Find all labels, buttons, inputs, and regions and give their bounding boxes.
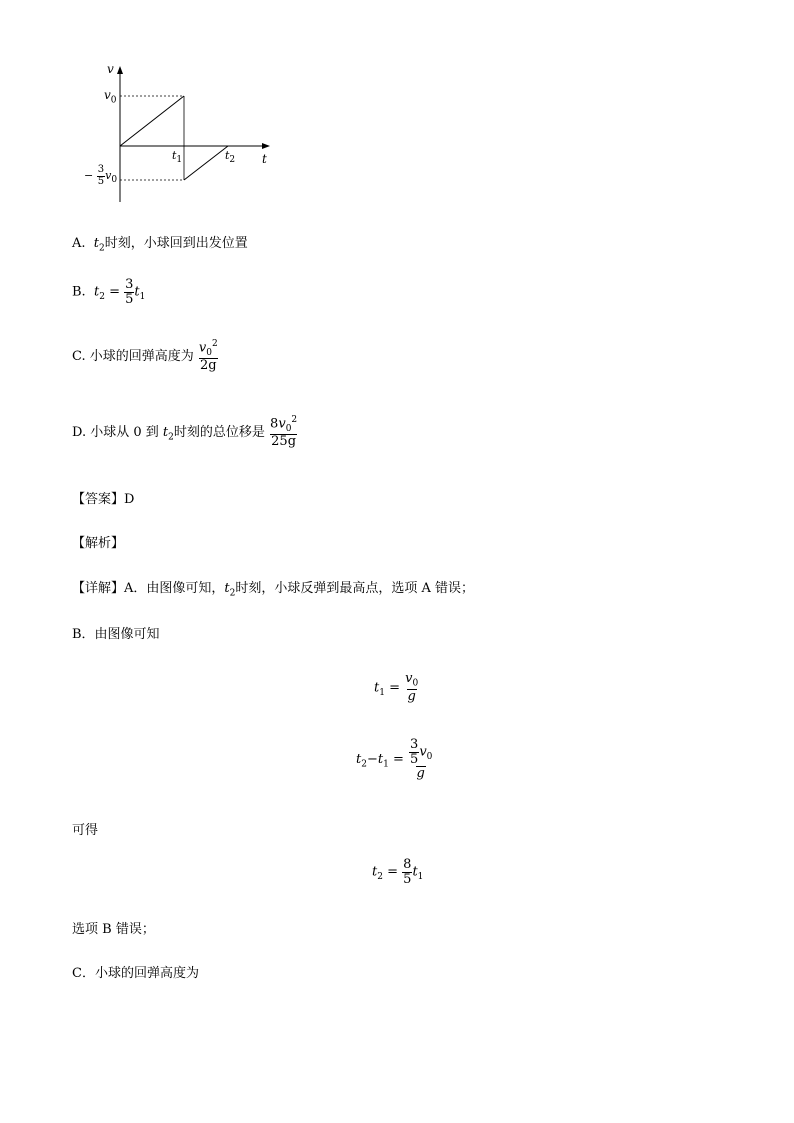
option-c: C. 小球的回弹高度为 $\frac{v_0^2}{2g}$ xyxy=(72,339,218,374)
analysis-line xyxy=(72,532,124,551)
v-axis-label: v xyxy=(107,62,114,76)
equation-3: $t_2$ = $\frac{8}{5}$ $t_1$ xyxy=(372,857,424,887)
detail-line-1: 【详解】A．由图像可知，$t_2$时刻，小球反弹到最高点，选项 A 错误； xyxy=(72,581,475,599)
v0-label: $v_0$ xyxy=(104,88,117,106)
t-axis-arrow xyxy=(262,143,270,149)
kede-line: 可得 xyxy=(72,823,99,838)
v-axis-arrow xyxy=(117,66,123,74)
equation-1: $t_1$ = $\frac{v_0}{g}$ xyxy=(374,671,419,705)
answer-line xyxy=(72,488,134,507)
rising-segment xyxy=(120,96,184,146)
option-a: A. $t_2$时刻，小球回到出发位置 xyxy=(72,236,248,254)
answer-value: D xyxy=(124,492,135,507)
b-wrong-line: 选项 B 错误； xyxy=(72,922,155,937)
option-b: B. $t_2$ = $\frac{3}{5}$ $t_1$ xyxy=(72,277,146,307)
c-line: C．小球的回弹高度为 xyxy=(72,966,199,981)
t-axis-label: t xyxy=(262,152,267,166)
neg-v0-label: − $\frac{3}{5}$ $v_0$ xyxy=(84,164,118,187)
detail-line-2: B．由图像可知 xyxy=(72,627,160,642)
t2-label: $t_2$ xyxy=(225,149,236,166)
equation-2: $t_2-t_1$ = $\frac{3}{5}$ $v_0$ g xyxy=(356,737,433,782)
t1-label: $t_1$ xyxy=(172,149,183,166)
rebound-segment xyxy=(184,146,228,180)
analysis-label: 【解析】 xyxy=(72,536,125,551)
answer-label: 【答案】 xyxy=(72,492,125,507)
option-d: D. 小球从 0 到 $t_2$时刻的总位移是 $\frac{8v_0^2}{25g}$ xyxy=(72,415,298,450)
detail-label: 【详解】 xyxy=(72,581,125,596)
velocity-time-graph xyxy=(80,60,280,210)
